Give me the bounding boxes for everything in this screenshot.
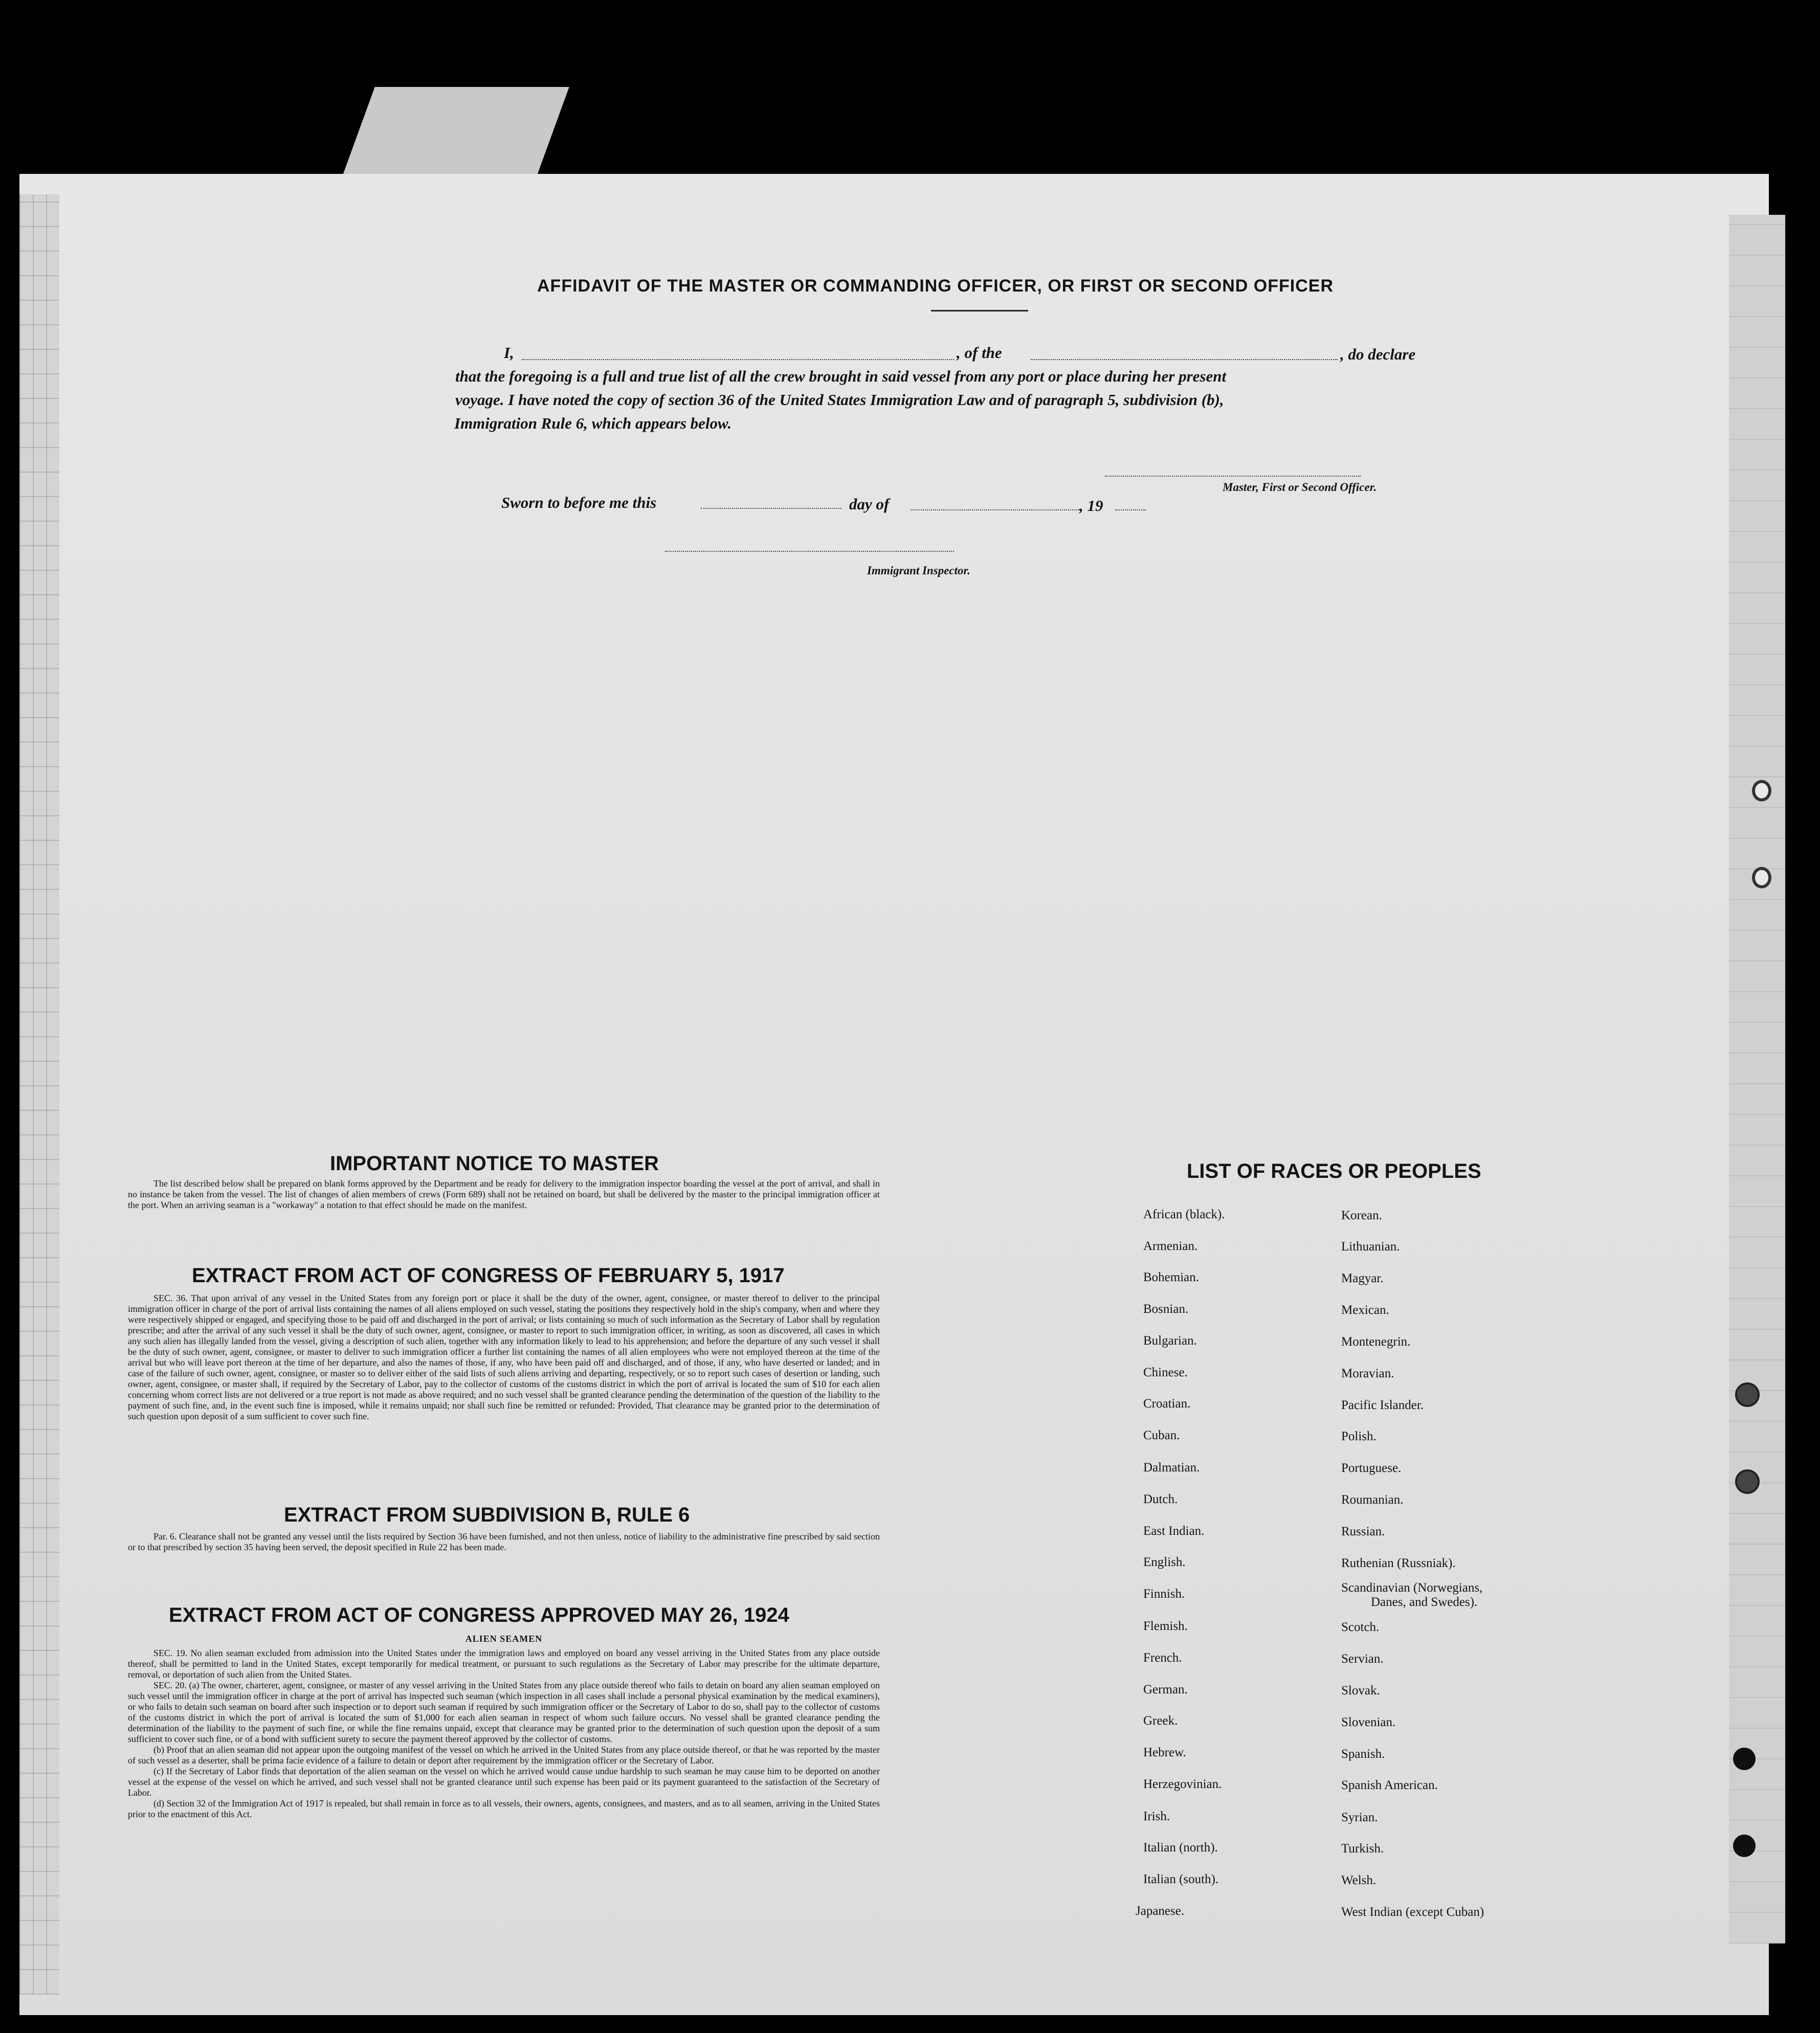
signature-caption: Master, First or Second Officer. bbox=[1223, 481, 1377, 494]
race-item: Japanese. bbox=[1136, 1904, 1185, 1918]
race-item: Croatian. bbox=[1143, 1397, 1191, 1411]
race-item: Irish. bbox=[1143, 1809, 1170, 1823]
race-item: English. bbox=[1143, 1555, 1186, 1569]
binder-hole bbox=[1752, 867, 1771, 888]
race-item: Welsh. bbox=[1341, 1873, 1377, 1887]
race-item: Finnish. bbox=[1143, 1587, 1185, 1601]
race-item: Slovenian. bbox=[1341, 1715, 1396, 1729]
race-item: Syrian. bbox=[1341, 1811, 1378, 1824]
affidavit-text: I, bbox=[504, 344, 514, 362]
binder-hole bbox=[1735, 1469, 1760, 1494]
race-item: Italian (north). bbox=[1143, 1841, 1218, 1855]
race-item: Scotch. bbox=[1341, 1620, 1380, 1634]
extract-1924-body bbox=[128, 1648, 880, 1820]
race-item: Spanish American. bbox=[1341, 1778, 1438, 1792]
affidavit-text: voyage. I have noted the copy of section 36 of the United States Immigration Law and of paragraph 5, subdivision (b), bbox=[455, 391, 1224, 409]
race-item: German. bbox=[1143, 1683, 1188, 1696]
race-item: Korean. bbox=[1341, 1209, 1382, 1222]
inspector-line[interactable] bbox=[665, 551, 954, 552]
notice-body: The list described below shall be prepared on blank forms approved by the Department and be ready for delivery to the immigration inspector boarding the vessel at the port of arrival, and shall in no instance be taken from the vessel. The list of changes of alien members of crews (Form 689) shall not be retained on board, but shall be delivered by the master to the principal immigration officer at the port. When an arriving seaman is a "workaway" a notation to that effect should be made on the manifest. bbox=[128, 1178, 880, 1210]
affidavit-text: , of the bbox=[957, 344, 1002, 362]
race-item: Chinese. bbox=[1143, 1366, 1188, 1379]
extract-1917-title: EXTRACT FROM ACT OF CONGRESS OF FEBRUARY 5, 1917 bbox=[192, 1264, 785, 1287]
folded-page-tab bbox=[341, 87, 569, 179]
race-item: Turkish. bbox=[1341, 1842, 1384, 1856]
race-item: Dalmatian. bbox=[1143, 1461, 1200, 1475]
race-item: Scandinavian (Norwegians, bbox=[1341, 1581, 1483, 1595]
race-item: Pacific Islander. bbox=[1341, 1398, 1424, 1412]
race-item: French. bbox=[1143, 1651, 1182, 1665]
left-page-edge bbox=[19, 194, 59, 1995]
race-item: Dutch. bbox=[1143, 1492, 1178, 1506]
race-item: Servian. bbox=[1341, 1652, 1384, 1666]
month-blank[interactable] bbox=[911, 509, 1079, 510]
race-item: Hebrew. bbox=[1143, 1746, 1186, 1759]
title-underline bbox=[931, 310, 1028, 311]
extract-1924-paragraph: SEC. 19. No alien seaman excluded from admission into the United States under the immigration laws and employed on board any vessel arriving in the United States from any place outside thereof, shall be permitted to land in the United States, except temporarily for medical treatment, or pursuant to such regulations as the Secretary of Labor may prescribe for the ultimate departure, removal, or deportation of such alien from the United States. bbox=[128, 1648, 880, 1680]
race-item: Roumanian. bbox=[1341, 1493, 1404, 1507]
rule-6-title: EXTRACT FROM SUBDIVISION B, RULE 6 bbox=[284, 1504, 690, 1526]
signature-line[interactable] bbox=[1105, 476, 1361, 477]
race-item: East Indian. bbox=[1143, 1524, 1205, 1538]
binder-hole bbox=[1735, 1382, 1760, 1407]
race-item: Greek. bbox=[1143, 1714, 1178, 1728]
race-item: Moravian. bbox=[1341, 1367, 1394, 1380]
race-item: Lithuanian. bbox=[1341, 1240, 1400, 1254]
race-item: Polish. bbox=[1341, 1429, 1377, 1443]
alien-seamen-subhead: ALIEN SEAMEN bbox=[465, 1634, 543, 1644]
race-item: West Indian (except Cuban) bbox=[1341, 1905, 1484, 1919]
race-item: Russian. bbox=[1341, 1525, 1385, 1538]
race-item: Bohemian. bbox=[1143, 1270, 1200, 1284]
affidavit-text: that the foregoing is a full and true list of all the crew brought in said vessel from any port or place during her present bbox=[455, 367, 1227, 385]
extract-1924-paragraph: (c) If the Secretary of Labor finds that deportation of the alien seaman on the vessel on which he arrived would cause undue hardship to such seaman he may cause him to be deported on another vessel at the expense of the vessel on which he arrived, and such vessel shall not be granted clearance until such expense has been paid or its payment guaranteed to the satisfaction of the Secretary of Labor. bbox=[128, 1766, 880, 1798]
race-item: Magyar. bbox=[1341, 1271, 1384, 1285]
race-item: Slovak. bbox=[1341, 1684, 1380, 1697]
rule-6-body: Par. 6. Clearance shall not be granted any vessel until the lists required by Section 36 have been furnished, and not then unless, notice of liability to the administrative fine prescribed by said section or to that prescribed by section 35 having been served, the deposit specified in Rule 22 has been made. bbox=[128, 1531, 880, 1552]
race-item: Spanish. bbox=[1341, 1747, 1385, 1761]
race-item: Herzegovinian. bbox=[1143, 1777, 1222, 1791]
sworn-text: Sworn to before me this bbox=[501, 494, 657, 511]
race-item: Danes, and Swedes). bbox=[1371, 1595, 1478, 1609]
right-page-edge bbox=[1729, 215, 1785, 1943]
race-item: African (black). bbox=[1143, 1208, 1225, 1221]
year-blank[interactable] bbox=[1115, 509, 1146, 510]
binder-hole bbox=[1752, 780, 1771, 801]
race-item: Bulgarian. bbox=[1143, 1334, 1197, 1348]
day-blank[interactable] bbox=[701, 508, 841, 509]
affidavit-text: Immigration Rule 6, which appears below. bbox=[454, 414, 732, 432]
affidavit-title: AFFIDAVIT OF THE MASTER OR COMMANDING OFFICER, OR FIRST OR SECOND OFFICER bbox=[537, 276, 1334, 296]
binder-hole bbox=[1733, 1748, 1756, 1770]
race-item: Flemish. bbox=[1143, 1619, 1188, 1633]
race-item: Ruthenian (Russniak). bbox=[1341, 1556, 1456, 1570]
race-item: Mexican. bbox=[1341, 1303, 1389, 1317]
race-item: Bosnian. bbox=[1143, 1302, 1189, 1316]
name-blank[interactable] bbox=[522, 359, 954, 360]
race-item: Italian (south). bbox=[1143, 1872, 1219, 1886]
notice-title: IMPORTANT NOTICE TO MASTER bbox=[330, 1152, 659, 1175]
race-item: Cuban. bbox=[1143, 1428, 1180, 1442]
extract-1924-title: EXTRACT FROM ACT OF CONGRESS APPROVED MAY 26, 1924 bbox=[169, 1604, 789, 1626]
inspector-caption: Immigrant Inspector. bbox=[867, 564, 970, 577]
extract-1924-paragraph: (d) Section 32 of the Immigration Act of 1917 is repealed, but shall remain in force as to all vessels, their owners, agents, consignees, and masters, and as to all seamen, arriving in the United States prior to the enactment of this Act. bbox=[128, 1798, 880, 1819]
race-item: Armenian. bbox=[1143, 1239, 1198, 1253]
race-item: Montenegrin. bbox=[1341, 1335, 1411, 1349]
sworn-text: , 19 bbox=[1079, 497, 1103, 515]
race-item: Portuguese. bbox=[1341, 1461, 1402, 1475]
vessel-blank[interactable] bbox=[1031, 359, 1338, 360]
extract-1924-paragraph: SEC. 20. (a) The owner, charterer, agent, consignee, or master of any vessel arriving in the United States from any place outside thereof who fails to detain on board any alien seaman employed on such vessel until the immigration officer in charge at the port of arrival has inspected such seaman (which inspection in all cases shall include a personal physical examination by the medical examiners), or who fails to detain such seaman on board after such inspection or to deport such seaman if required by such immigration officer or the Secretary of Labor to do so, shall pay to the collector of customs of the customs district in which the port of arrival is located the sum of $1,000 for each alien seaman in respect of whom such failure occurs. No vessel shall be granted clearance pending the determination of the liability to the payment of such fine, or while the fine remains unpaid, except that clearance may be granted prior to the determination of such question upon the deposit of a sum sufficient to cover such fine, or of a bond with sufficient surety to secure the payment thereof approved by the collector of customs. bbox=[128, 1680, 880, 1744]
sworn-text: day of bbox=[849, 495, 890, 513]
extract-1917-body: SEC. 36. That upon arrival of any vessel in the United States from any foreign port or place it shall be the duty of the owner, agent, consignee, or master thereof to deliver to the principal immigration officer in charge of the port of arrival lists containing the names of all aliens employed on such vessel, stating the positions they respectively hold in the ship's company, when and where they were respectively shipped or engaged, and specifying those to be paid off and discharged in the port of arrival; or lists containing so much of such information as the Secretary of Labor shall by regulation prescribe; and after the arrival of any such vessel it shall be the duty of such owner, agent, consignee, or master to report to such immigration officer, in writing, as soon as discovered, all cases in which any such alien has illegally landed from the vessel, giving a description of such alien, together with any information likely to lead to his apprehension; and before the departure of any such vessel it shall be the duty of such owner, agent, consignee, or master to deliver to such immigration officer a further list containing the names of all alien employees who were not employed thereon at the time of the arrival but who will leave port thereon at the time of her departure, and also the names of those, if any, who have been paid off and discharged, and of those, if any, who have deserted or landed; and in case of the failure of such owner, agent, consignee, or master so to deliver either of the said lists of such aliens arriving and departing, respectively, or so to report such cases of desertion or landing, such owner, agent, consignee, or master shall, if required by the Secretary of Labor, pay to the collector of customs of the customs district in which the port of arrival is located the sum of $10 for each alien concerning whom correct lists are not delivered or a true report is not made as above required; and no such vessel shall be granted clearance pending the determination of the question of the liability to the payment of such fine, and, in the event such fine is imposed, while it remains unpaid; nor shall such fine be remitted or refunded: Provided, That clearance may be granted prior to the determination of such question upon deposit of a sum sufficient to cover such fine. bbox=[128, 1293, 880, 1421]
races-title: LIST OF RACES OR PEOPLES bbox=[1187, 1160, 1481, 1182]
binder-hole bbox=[1733, 1835, 1756, 1857]
extract-1924-paragraph: (b) Proof that an alien seaman did not appear upon the outgoing manifest of the vessel on which he arrived in the United States from any place outside thereof, or that he was reported by the master of such vessel as a deserter, shall be prima facie evidence of a failure to detain or deport after requirement by the immigration officer or the Secretary of Labor. bbox=[128, 1745, 880, 1766]
affidavit-text: , do declare bbox=[1340, 345, 1416, 363]
